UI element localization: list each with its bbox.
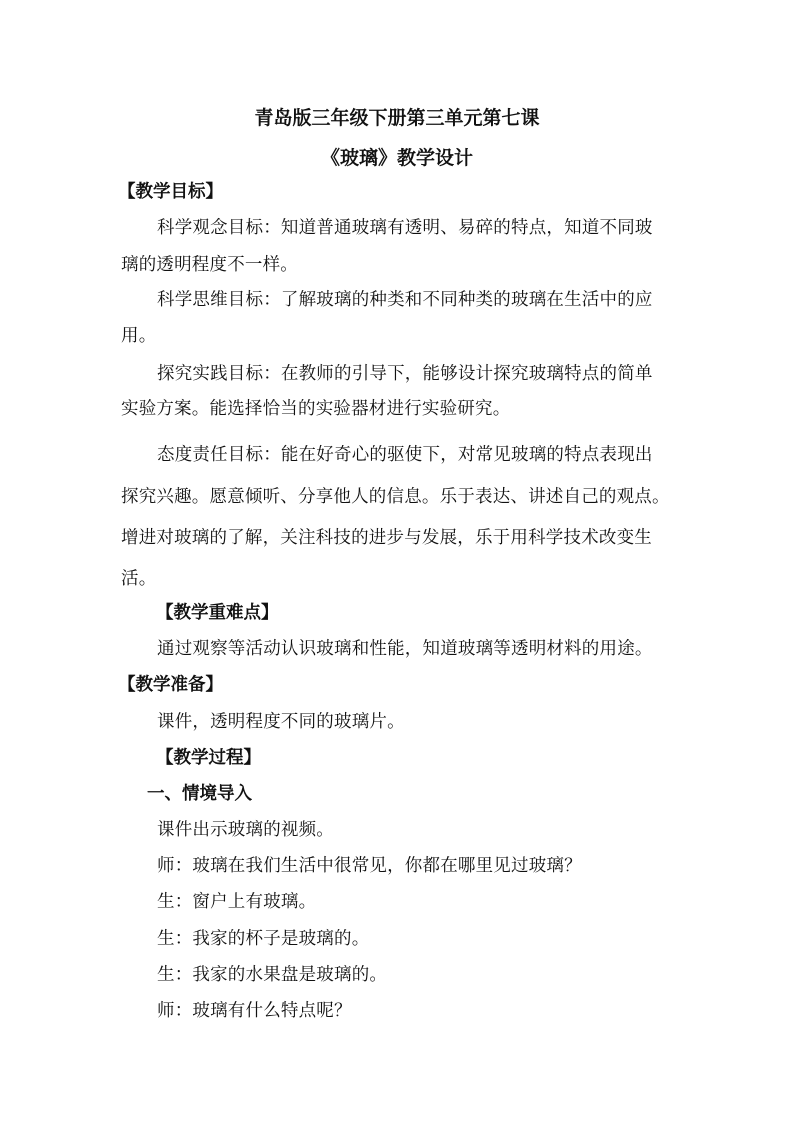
paragraph-line: 探究实践目标：在教师的引导下，能够设计探究玻璃特点的简单 (157, 364, 653, 384)
section-heading-key-points: 【教学重难点】 (156, 603, 279, 623)
document-title: 青岛版三年级下册第三单元第七课 (254, 107, 540, 129)
paragraph-line: 探究兴趣。愿意倾听、分享他人的信息。乐于表达、讲述自己的观点。 (121, 487, 670, 507)
paragraph-line: 增进对玻璃的了解，关注科技的进步与发展，乐于用科学技术改变生 (121, 528, 652, 548)
dialogue-line: 生：窗户上有玻璃。 (157, 892, 317, 912)
paragraph-line: 通过观察等活动认识玻璃和性能，知道玻璃等透明材料的用途。 (157, 639, 653, 659)
paragraph-line: 态度责任目标：能在好奇心的驱使下，对常见玻璃的特点表现出 (157, 445, 653, 465)
dialogue-line: 生：我家的水果盘是玻璃的。 (157, 965, 388, 985)
dialogue-line: 课件出示玻璃的视频。 (157, 820, 334, 840)
paragraph-line: 科学思维目标：了解玻璃的种类和不同种类的玻璃在生活中的应 (157, 290, 653, 310)
document-subtitle: 《玻璃》教学设计 (320, 147, 473, 169)
paragraph-line: 课件，透明程度不同的玻璃片。 (157, 712, 405, 732)
paragraph-line: 科学观念目标：知道普通玻璃有透明、易碎的特点，知道不同玻 (157, 218, 653, 238)
dialogue-line: 师：玻璃有什么特点呢？ (157, 1001, 352, 1021)
section-heading-preparation: 【教学准备】 (118, 675, 223, 695)
subsection-heading: 一、情境导入 (147, 784, 252, 804)
paragraph-line: 活。 (121, 569, 157, 589)
paragraph-line: 用。 (121, 326, 157, 346)
dialogue-line: 生：我家的杯子是玻璃的。 (157, 929, 370, 949)
paragraph-line: 实验方案。能选择恰当的实验器材进行实验研究。 (121, 399, 511, 419)
dialogue-line: 师：玻璃在我们生活中很常见，你都在哪里见过玻璃？ (157, 856, 582, 876)
paragraph-line: 璃的透明程度不一样。 (121, 255, 298, 275)
section-heading-process: 【教学过程】 (156, 748, 261, 768)
section-heading-goals: 【教学目标】 (118, 182, 223, 202)
